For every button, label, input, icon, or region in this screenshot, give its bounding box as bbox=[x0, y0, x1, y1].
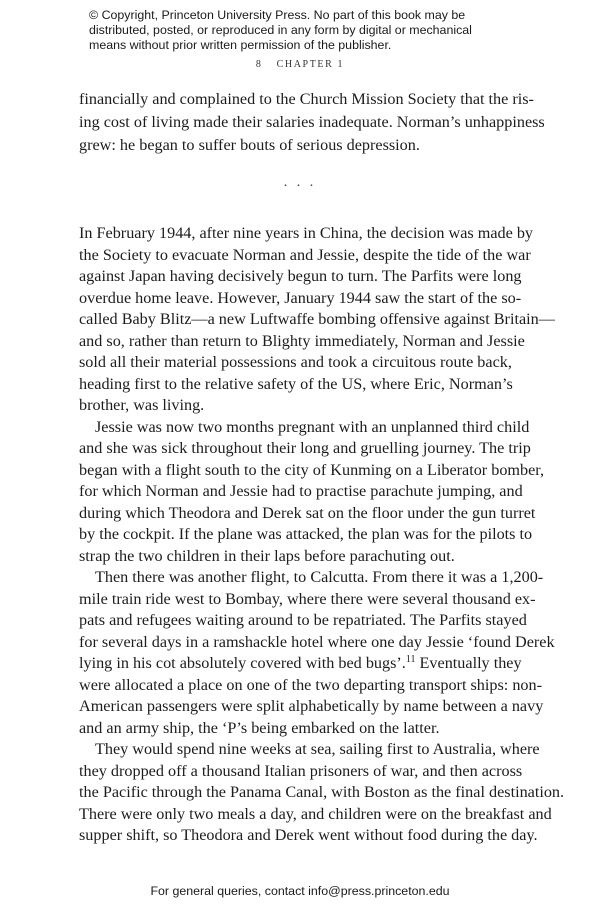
text-line: were allocated a place on one of the two departing transport ships: non- bbox=[79, 676, 542, 694]
text-line: against Japan having decisively begun to turn. The Parfits were long bbox=[79, 267, 522, 285]
chapter-label: CHAPTER 1 bbox=[276, 59, 345, 70]
text-line: began with a flight south to the city of Kunming on a Liberator bomber, bbox=[79, 461, 545, 479]
text-line: called Baby Blitz—a new Luftwaffe bombing offensive against Britain— bbox=[79, 310, 555, 328]
text-line: In February 1944, after nine years in China, the decision was made by bbox=[79, 224, 534, 242]
text-line: and an army ship, the ‘P’s being embarked on the latter. bbox=[79, 719, 440, 737]
text-line: supper shift, so Theodora and Derek went without food during the day. bbox=[79, 826, 538, 844]
text-line: brother, was living. bbox=[79, 396, 205, 414]
text-line: pats and refugees waiting around to be repatriated. The Parfits stayed bbox=[79, 611, 527, 629]
text-line: American passengers were split alphabetically by name between a navy bbox=[79, 697, 544, 715]
text-line: overdue home leave. However, January 1944 saw the start of the so- bbox=[79, 289, 522, 307]
copyright-notice bbox=[89, 8, 529, 53]
text-line: They would spend nine weeks at sea, sailing first to Australia, where bbox=[95, 740, 540, 758]
text-line: and she was sick throughout their long and gruelling journey. The trip bbox=[79, 439, 531, 457]
text-segment: Eventually they bbox=[415, 654, 522, 672]
text-line: the Society to evacuate Norman and Jessie, despite the tide of the war bbox=[79, 246, 531, 264]
text-line: grew: he began to suffer bouts of serious depression. bbox=[79, 136, 420, 154]
page-number: 8 bbox=[255, 59, 263, 70]
running-head bbox=[0, 59, 600, 70]
text-segment: lying in his cot absolutely covered with bed bugs’. bbox=[79, 654, 406, 672]
copyright-line: means without prior written permission of the publisher. bbox=[89, 38, 392, 52]
text-line: Jessie was now two months pregnant with an unplanned third child bbox=[95, 418, 530, 436]
text-line: There were only two meals a day, and children were on the breakfast and bbox=[79, 805, 552, 823]
text-line: during which Theodora and Derek sat on the floor under the gun turret bbox=[79, 504, 536, 522]
text-line bbox=[79, 652, 522, 674]
text-line: for which Norman and Jessie had to practise parachute jumping, and bbox=[79, 482, 523, 500]
text-line: mile train ride west to Bombay, where there were several thousand ex- bbox=[79, 590, 536, 608]
text-line: and so, rather than return to Blighty immediately, Norman and Jessie bbox=[79, 332, 525, 350]
text-line: sold all their material possessions and took a circuitous route back, bbox=[79, 353, 512, 371]
copyright-line: distributed, posted, or reproduced in any form by digital or mechanical bbox=[89, 23, 472, 37]
text-line: they dropped off a thousand Italian prisoners of war, and then across bbox=[79, 762, 523, 780]
text-line: ing cost of living made their salaries inadequate. Norman’s unhappiness bbox=[79, 113, 545, 131]
text-line: financially and complained to the Church Mission Society that the ris- bbox=[79, 90, 534, 108]
text-line: the Pacific through the Panama Canal, with Boston as the final destination. bbox=[79, 783, 565, 801]
section-break: . . . bbox=[283, 175, 317, 190]
text-line: heading first to the relative safety of the US, where Eric, Norman’s bbox=[79, 375, 513, 393]
text-line: strap the two children in their laps before parachuting out. bbox=[79, 547, 455, 565]
text-line: Then there was another flight, to Calcutta. From there it was a 1,200- bbox=[95, 568, 544, 586]
footnote-reference[interactable]: 11 bbox=[405, 654, 416, 665]
text-line: for several days in a ramshackle hotel where one day Jessie ‘found Derek bbox=[79, 633, 555, 651]
copyright-line: © Copyright, Princeton University Press. No part of this book may be bbox=[89, 8, 466, 22]
footer-contact: For general queries, contact info@press.princeton.edu bbox=[150, 884, 450, 898]
text-line: by the cockpit. If the plane was attacked, the plan was for the pilots to bbox=[79, 525, 533, 543]
